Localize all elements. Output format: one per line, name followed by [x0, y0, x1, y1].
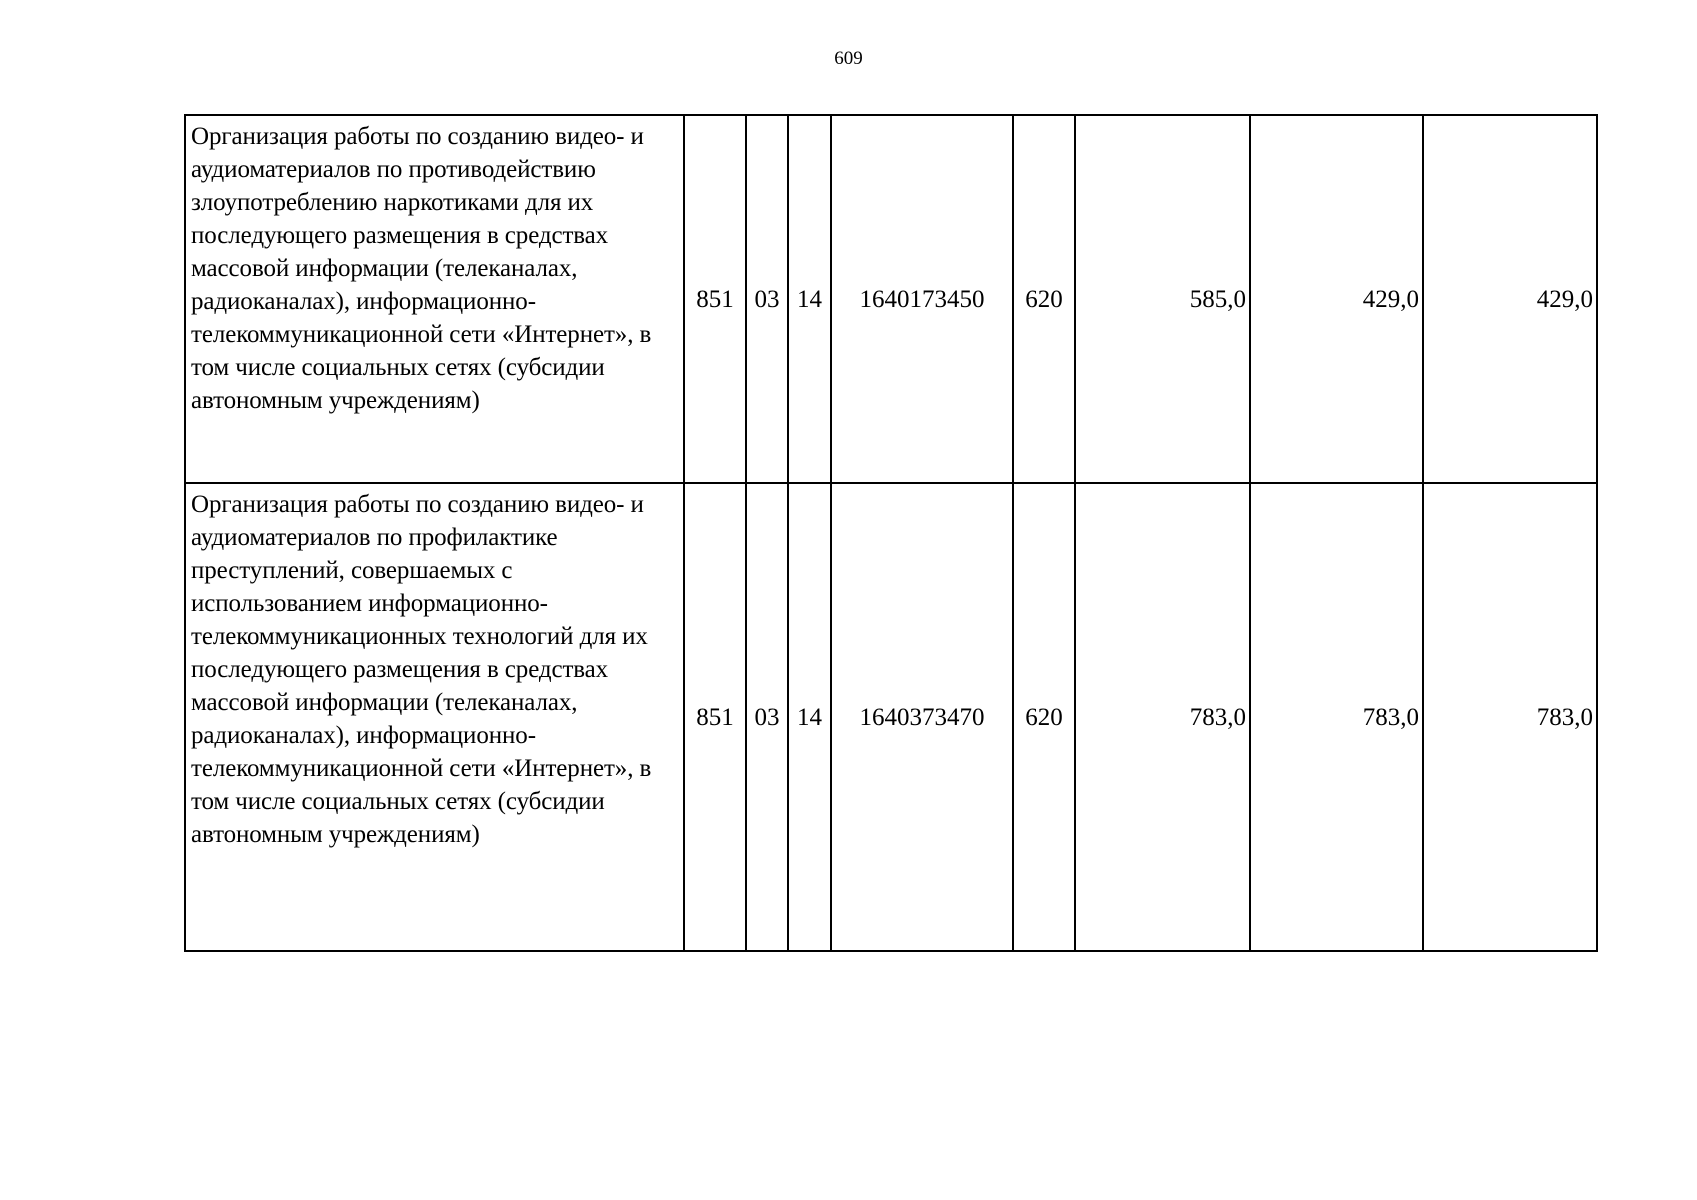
row-description: Организация работы по созданию видео- и аудиоматериалов по профилактике преступлений, совершаемых с использованием информационно- телекоммуникационных технологий для их последующего размещения в средствах массовой информации (телеканалах, радиоканалах), информационно- телекоммуникационной сети «Интернет», в том числе социальных сетях (субсидии автономным учреждениям) — [185, 483, 684, 951]
ministry-code: 851 — [684, 483, 746, 951]
subsection-code: 14 — [788, 115, 831, 483]
amount-year-1: 783,0 — [1075, 483, 1250, 951]
amount-year-3: 429,0 — [1423, 115, 1597, 483]
amount-year-2: 429,0 — [1250, 115, 1423, 483]
amount-year-1: 585,0 — [1075, 115, 1250, 483]
expense-type-code: 620 — [1013, 483, 1075, 951]
table-row — [185, 483, 1597, 951]
page-number: 609 — [834, 48, 863, 69]
table-row — [185, 115, 1597, 483]
subsection-code: 14 — [788, 483, 831, 951]
ministry-code: 851 — [684, 115, 746, 483]
amount-year-2: 783,0 — [1250, 483, 1423, 951]
amount-year-3: 783,0 — [1423, 483, 1597, 951]
section-code: 03 — [746, 115, 788, 483]
target-article-code: 1640173450 — [831, 115, 1013, 483]
expense-type-code: 620 — [1013, 115, 1075, 483]
section-code: 03 — [746, 483, 788, 951]
row-description: Организация работы по созданию видео- и аудиоматериалов по противодействию злоупотреблению наркотиками для их последующего размещения в средствах массовой информации (телеканалах, радиоканалах), информационно- телекоммуникационной сети «Интернет», в том числе социальных сетях (субсидии автономным учреждениям) — [185, 115, 684, 483]
budget-table — [184, 114, 1598, 952]
target-article-code: 1640373470 — [831, 483, 1013, 951]
